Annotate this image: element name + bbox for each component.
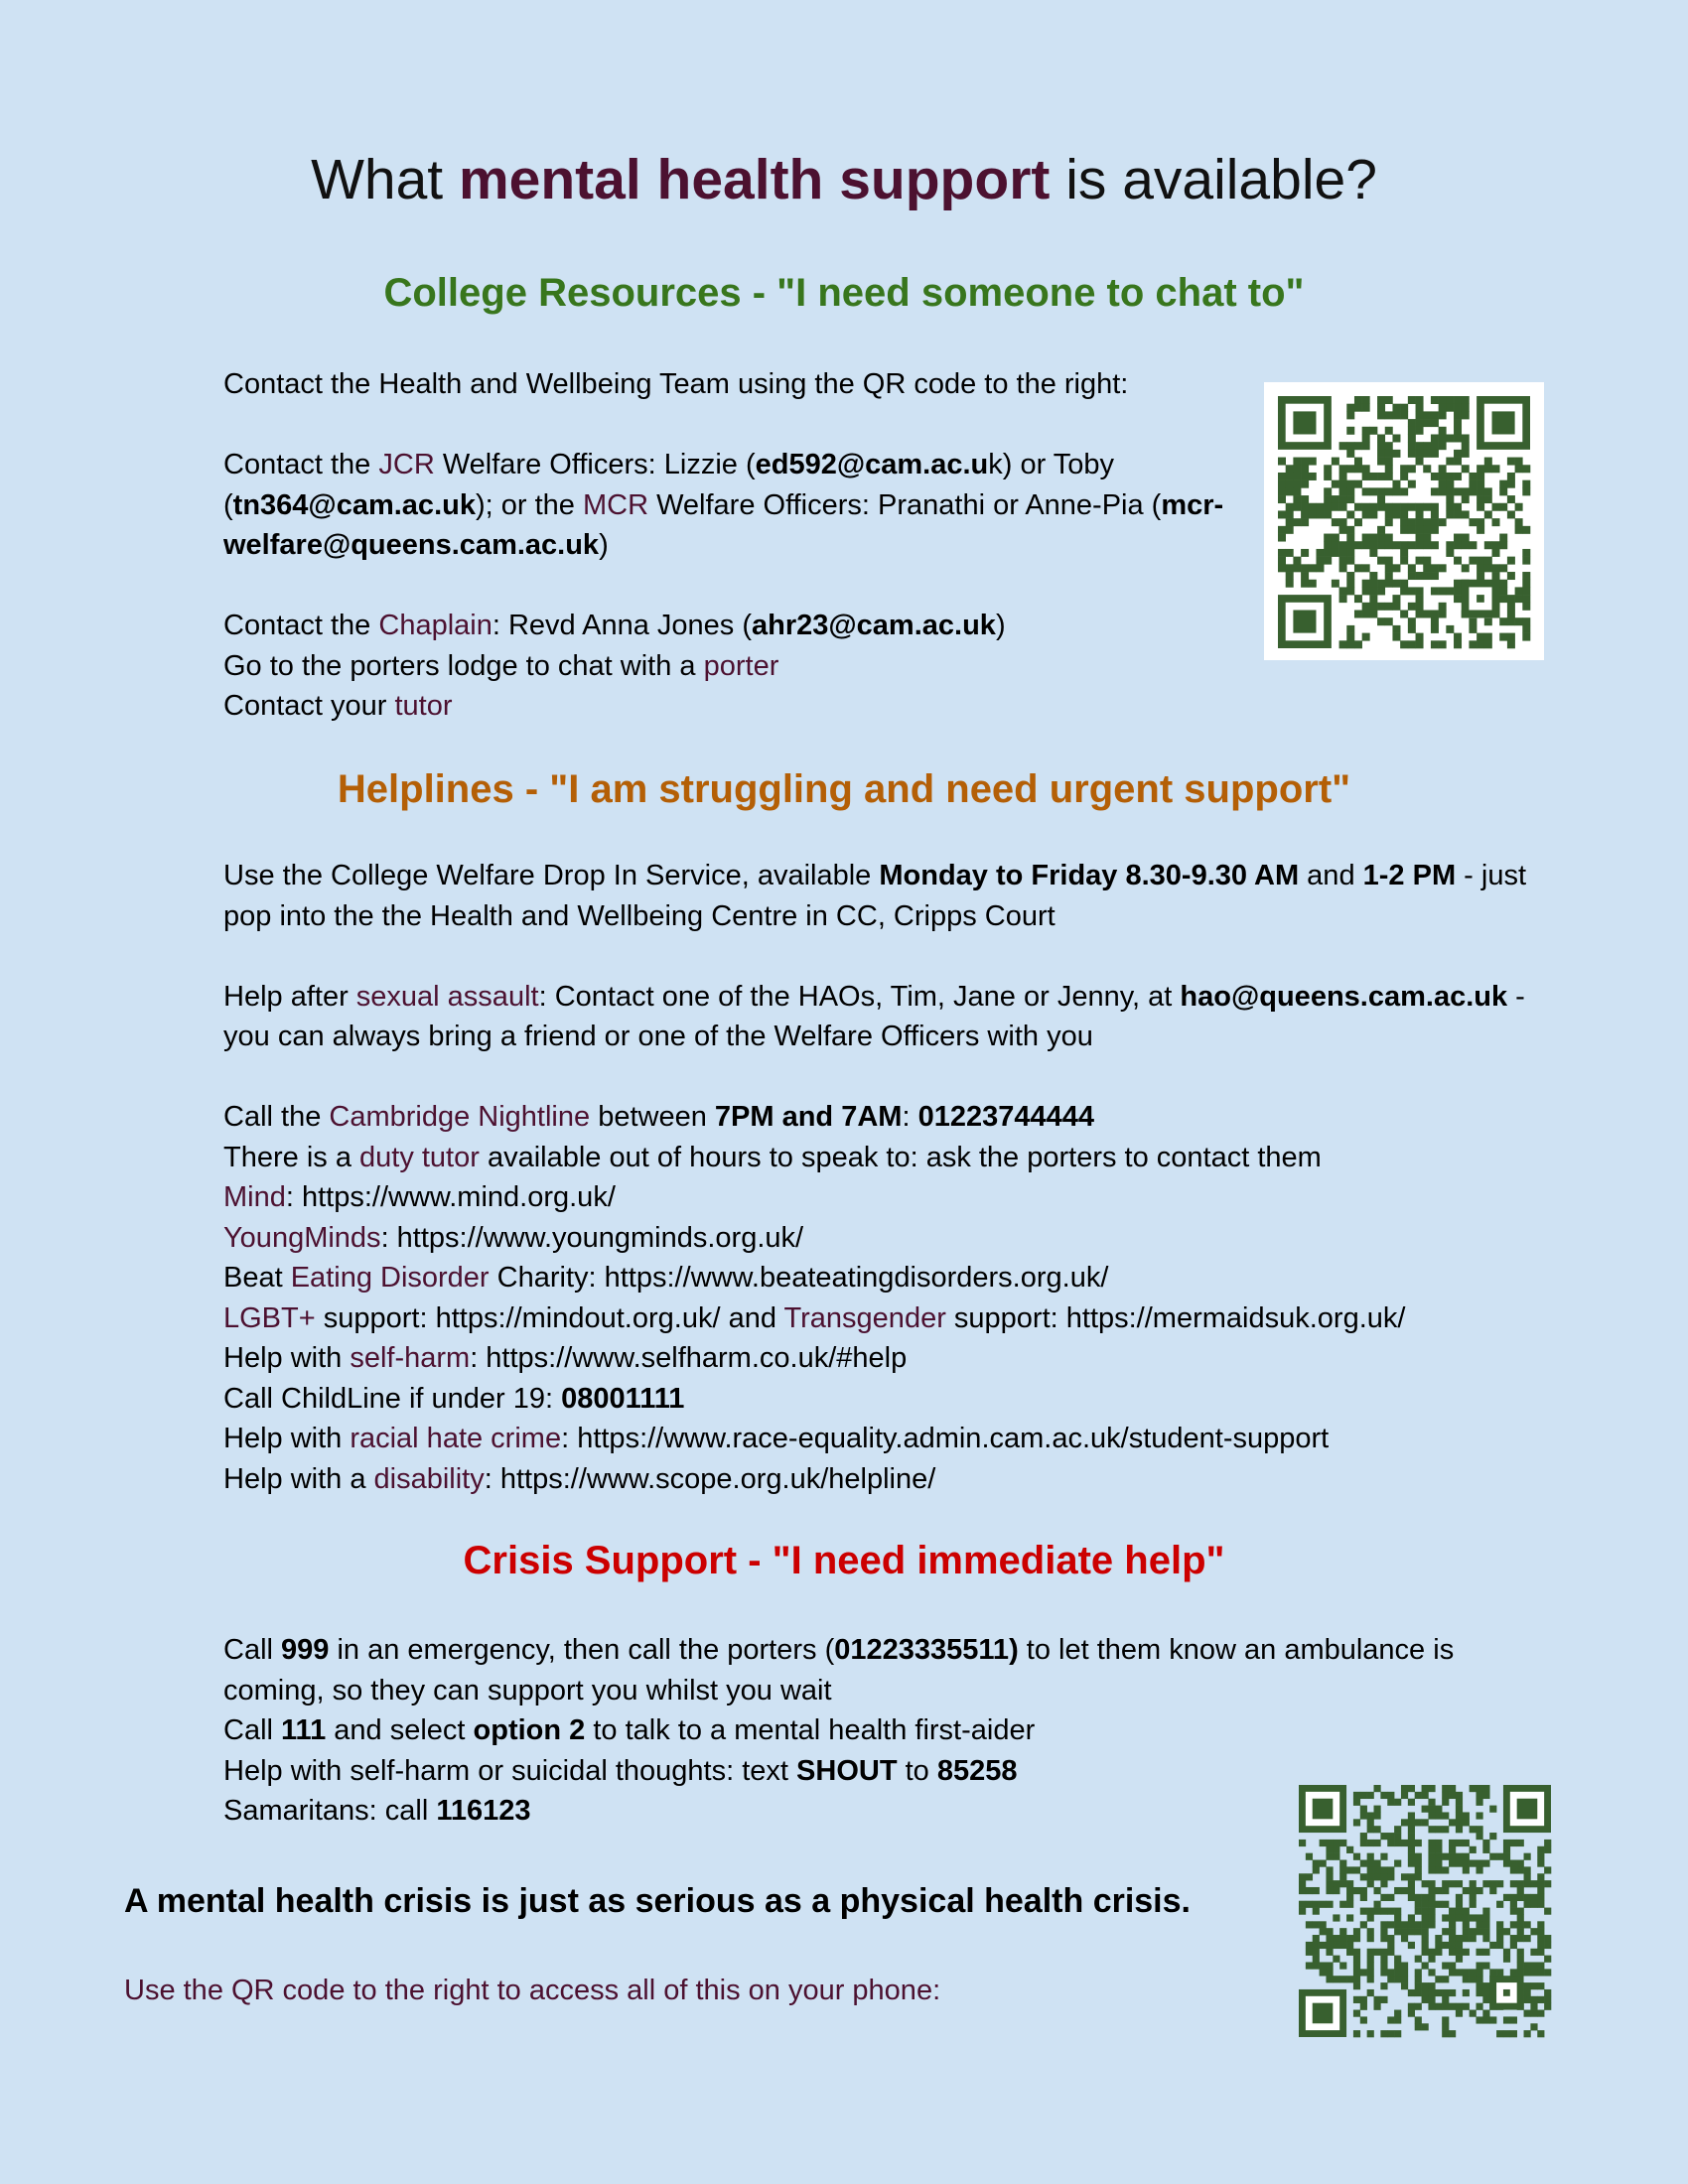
disability-line [223,1459,1534,1500]
college-resources-section [223,364,1226,727]
disability-link[interactable]: disability [373,1462,485,1495]
shout-number[interactable]: 85258 [936,1754,1018,1787]
text: Welfare Officers: Lizzie ( [434,449,756,480]
nightline-link[interactable]: Cambridge Nightline [329,1101,591,1133]
mind-link[interactable]: Mind [223,1181,286,1213]
text: Welfare Officers: Pranathi or Anne-Pia ( [648,488,1162,521]
crisis-support-heading: Crisis Support - "I need immediate help" [463,1539,1225,1582]
racial-hate-line [223,1419,1534,1459]
text: : https://www.race-equality.admin.cam.ac.uk/student-support [561,1423,1330,1454]
text: Call [223,1634,282,1666]
welfare-officers-line [223,445,1226,566]
drop-in-pm: 1-2 PM [1362,860,1457,891]
porters-phone[interactable]: 01223335511) [834,1634,1019,1666]
email-lizzie[interactable]: ed592@cam.ac.u [755,449,989,480]
youngminds-link[interactable]: YoungMinds [223,1221,381,1254]
text: : [902,1101,918,1133]
chaplain-line [223,606,1226,646]
text: : https://www.scope.org.uk/helpline/ [484,1462,936,1495]
text: : https://www.mind.org.uk/ [285,1181,616,1213]
text: ) or Toby ( [223,449,1115,521]
all-resources-qr-code[interactable] [1291,1777,1559,2045]
email-hao[interactable]: hao@queens.cam.ac.uk [1180,980,1508,1013]
college-resources-heading: College Resources - "I need someone to chat to" [383,271,1305,315]
text: between [590,1101,715,1133]
text: Call the [223,1101,330,1133]
nightline-line [223,1097,1534,1138]
text: Beat [223,1262,291,1294]
text: - just pop into the the Health and Wellbeing Centre in CC, Cripps Court [223,860,1527,932]
text: : Contact one of the HAOs, Tim, Jane or Jenny, at [538,980,1181,1013]
text: to let them know an ambulance is coming, so they can support you whilst you wait [223,1634,1455,1706]
mind-line [223,1177,1534,1218]
text: to [897,1754,937,1787]
helplines-section [223,856,1534,1499]
title-suffix: is available? [1050,148,1377,211]
tutor-link[interactable]: tutor [394,690,453,722]
text: ) [599,529,609,561]
text: Help with a [223,1462,374,1495]
text: : https://www.youngminds.org.uk/ [380,1221,804,1254]
qr-code-icon [1291,1777,1559,2045]
text: Help with [223,1423,351,1454]
crisis-statement: A mental health crisis is just as serious as a physical health crisis. [124,1882,1191,1920]
email-mcr-welfare[interactable]: mcr-welfare@queens.cam.ac.uk [223,488,1224,561]
eating-disorder-link[interactable]: Eating Disorder [290,1262,490,1294]
samaritans-number[interactable]: 116123 [436,1795,531,1827]
text: ) [995,610,1006,641]
text: Samaritans: call [223,1795,437,1827]
text: Call ChildLine if under 19: [223,1382,562,1415]
qr-code-icon [1264,382,1544,660]
chaplain-link[interactable]: Chaplain [378,610,492,641]
emergency-number[interactable]: 999 [281,1634,330,1666]
wellbeing-qr-code[interactable] [1264,382,1544,660]
self-harm-link[interactable]: self-harm [350,1342,471,1374]
duty-tutor-link[interactable]: duty tutor [359,1141,480,1173]
lgbt-line [223,1298,1534,1339]
selfharm-line [223,1338,1534,1379]
emergency-line [223,1630,1534,1710]
text: available out of hours to speak to: ask the porters to contact them [479,1141,1322,1173]
nhs-111-line [223,1710,1534,1751]
nightline-hours: 7PM and 7AM [714,1101,903,1133]
email-lizzie-tail: k [988,449,1003,480]
text: Call [223,1714,282,1746]
text: Help with [223,1342,351,1374]
text: Help after [223,980,356,1013]
text: There is a [223,1141,359,1173]
text: ); or the [475,488,583,521]
sexual-assault-line [223,977,1534,1057]
email-toby[interactable]: tn364@cam.ac.uk [232,488,476,521]
text: Contact the [223,449,379,480]
shout-keyword: SHOUT [796,1754,898,1787]
nhs-111-number[interactable]: 111 [281,1714,327,1746]
childline-line [223,1379,1534,1420]
drop-in-line [223,856,1534,936]
text: in an emergency, then call the porters ( [329,1634,835,1666]
text: - you can always bring a friend or one of the Welfare Officers with you [223,980,1525,1052]
text: and [1299,860,1363,891]
drop-in-days: Monday to Friday 8.30-9.30 AM [879,860,1300,891]
text: : https://www.selfharm.co.uk/#help [470,1342,908,1374]
porter-link[interactable]: porter [703,649,779,682]
option-2: option 2 [473,1714,586,1746]
text: : Revd Anna Jones ( [492,610,753,641]
porter-line [223,646,1226,687]
sexual-assault-link[interactable]: sexual assault [355,980,539,1013]
text: support: https://mermaidsuk.org.uk/ [945,1301,1406,1334]
text: Use the College Welfare Drop In Service, available [223,860,880,891]
title-prefix: What [311,148,459,211]
jcr-link[interactable]: JCR [378,449,435,480]
youngminds-line [223,1218,1534,1259]
duty-tutor-line [223,1138,1534,1178]
title-accent: mental health support [458,148,1051,211]
transgender-link[interactable]: Transgender [783,1301,946,1334]
text: Go to the porters lodge to chat with a [223,649,704,682]
lgbt-link[interactable]: LGBT+ [223,1301,316,1334]
mcr-link[interactable]: MCR [582,488,649,521]
beat-line [223,1258,1534,1298]
text: Contact your [223,690,395,722]
text: Contact the [223,610,379,641]
email-chaplain[interactable]: ahr23@cam.ac.uk [752,610,996,641]
page-title [0,144,1688,215]
racial-hate-crime-link[interactable]: racial hate crime [350,1423,562,1454]
text: support: https://mindout.org.uk/ and [315,1301,784,1334]
childline-phone[interactable]: 08001111 [561,1382,685,1415]
wellbeing-team-line: Contact the Health and Wellbeing Team using the QR code to the right: [223,368,1129,400]
text: Help with self-harm or suicidal thoughts: text [223,1754,797,1787]
helplines-heading: Helplines - "I am struggling and need urgent support" [337,767,1351,811]
text: and select [326,1714,474,1746]
nightline-phone[interactable]: 01223744444 [917,1101,1094,1133]
qr-instruction: Use the QR code to the right to access all of this on your phone: [124,1975,941,2006]
text: to talk to a mental health first-aider [585,1714,1036,1746]
tutor-line [223,686,1226,727]
text: Charity: https://www.beateatingdisorders.org.uk/ [489,1262,1109,1294]
